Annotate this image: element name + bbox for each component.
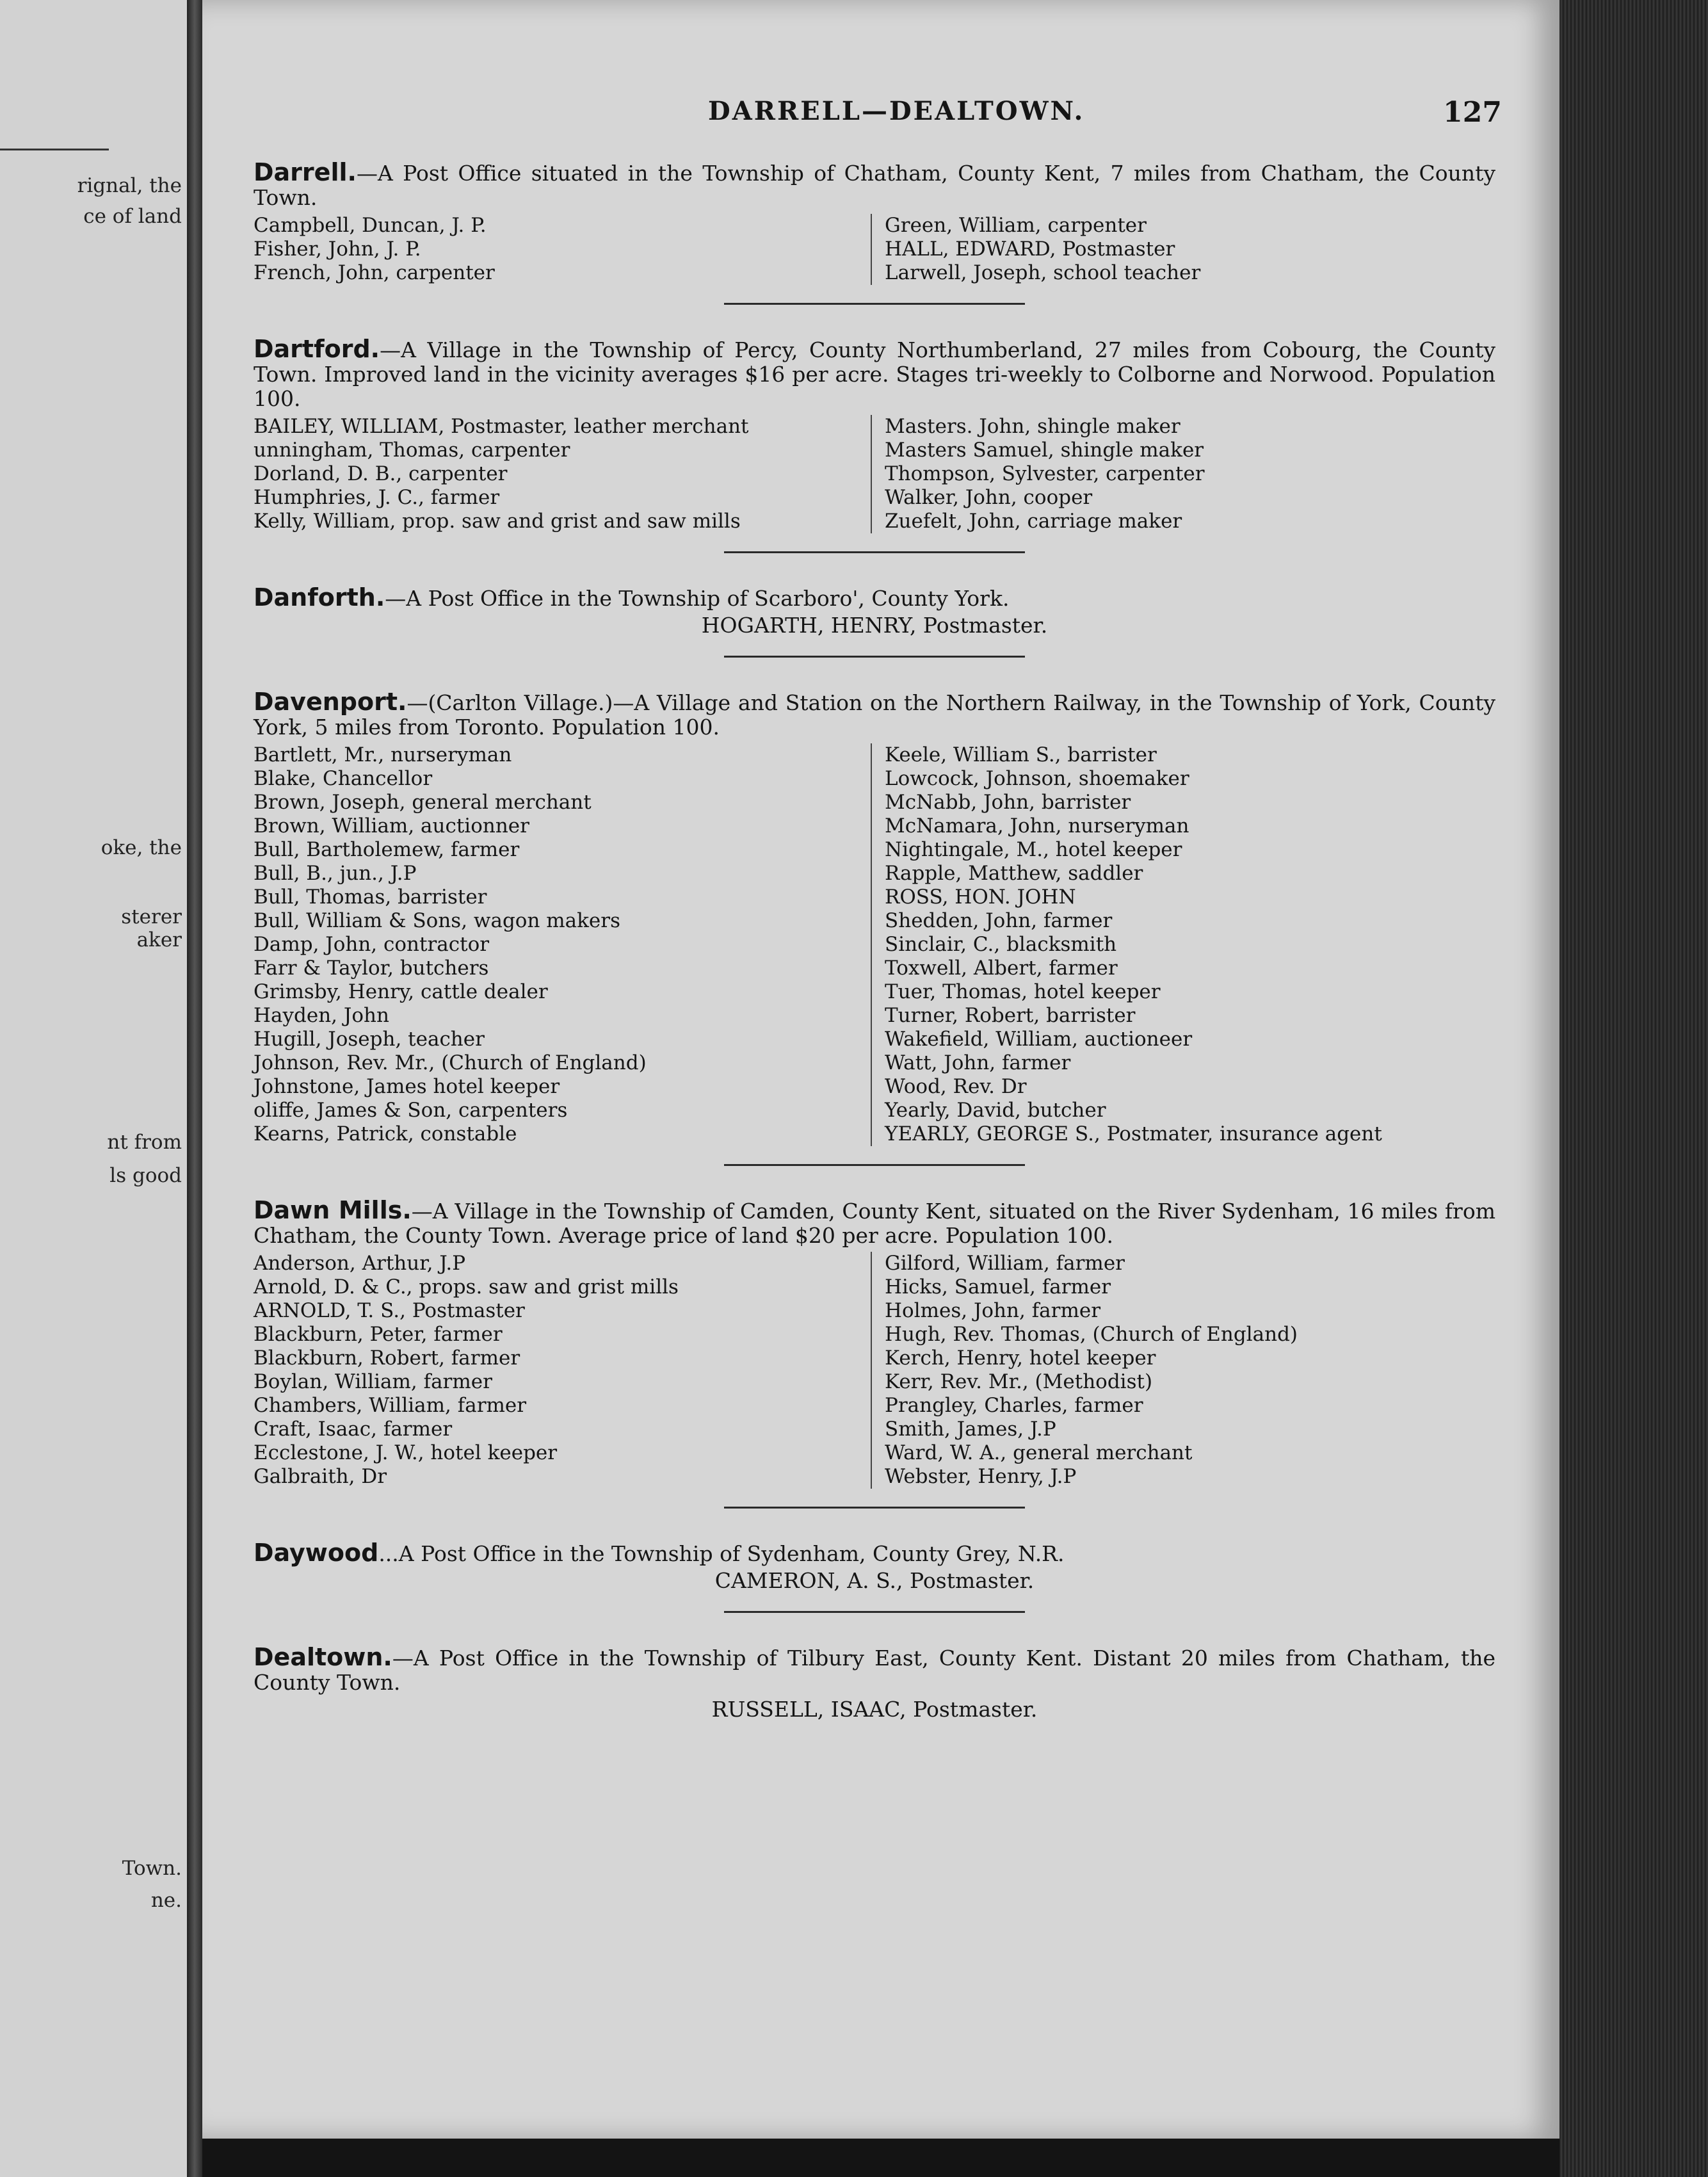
left-fragment: rignal, the	[77, 174, 182, 197]
residents-right-column	[871, 415, 1495, 533]
place-description: —A Post Office situated in the Township of Chatham, County Kent, 7 miles from Chatham, the County Town.	[254, 161, 1495, 210]
resident: Arnold, D. & C., props. saw and grist mills	[254, 1275, 679, 1299]
resident: Anderson, Arthur, J.P	[254, 1252, 466, 1275]
resident: Rapple, Matthew, saddler	[885, 862, 1143, 885]
left-fragment: ce of land	[83, 205, 182, 228]
resident: Bartlett, Mr., nurseryman	[254, 743, 512, 766]
resident: Ward, W. A., general merchant	[885, 1441, 1193, 1464]
resident: Larwell, Joseph, school teacher	[885, 261, 1201, 284]
place-description: —A Village in the Township of Camden, County Kent, situated on the River Sydenham, 16 miles from Chatham, the County Town. Average price of land $20 per acre. Population 100.	[254, 1199, 1495, 1248]
resident: Holmes, John, farmer	[885, 1299, 1101, 1322]
resident: ROSS, HON. JOHN	[885, 886, 1076, 909]
postmaster: HOGARTH, HENRY, Postmaster.	[701, 613, 1048, 638]
resident: Campbell, Duncan, J. P.	[254, 214, 487, 237]
entry-description	[254, 337, 1495, 411]
resident: unningham, Thomas, carpenter	[254, 439, 570, 462]
resident: Boylan, William, farmer	[254, 1370, 492, 1393]
place-name: Dawn Mills.	[254, 1196, 412, 1224]
resident: Blackburn, Peter, farmer	[254, 1323, 503, 1346]
resident: Thompson, Sylvester, carpenter	[885, 462, 1205, 485]
entry-description	[254, 1645, 1495, 1695]
resident: Watt, John, farmer	[885, 1051, 1071, 1074]
left-fragment: ls good	[109, 1164, 182, 1187]
resident: Hayden, John	[254, 1004, 389, 1027]
resident: Gilford, William, farmer	[885, 1252, 1125, 1275]
resident: HALL, EDWARD, Postmaster	[885, 238, 1175, 261]
resident: ARNOLD, T. S., Postmaster	[254, 1299, 525, 1322]
residents-left-column	[254, 1252, 864, 1489]
entry-description	[254, 585, 1495, 611]
entry-dealtown	[254, 1645, 1495, 1722]
resident: Bull, B., jun., J.P	[254, 862, 417, 885]
place-name: Danforth.	[254, 583, 385, 611]
place-description: —A Post Office in the Township of Scarboro', County York.	[385, 586, 1010, 611]
residents-left-column	[254, 415, 864, 533]
resident: Yearly, David, butcher	[885, 1099, 1106, 1122]
section-divider	[724, 1164, 1025, 1166]
resident: Farr & Taylor, butchers	[254, 957, 489, 980]
resident: Blake, Chancellor	[254, 767, 433, 790]
resident: Fisher, John, J. P.	[254, 238, 421, 261]
residents-right-column	[871, 1252, 1495, 1489]
resident: Wakefield, William, auctioneer	[885, 1028, 1193, 1051]
resident: McNamara, John, nurseryman	[885, 814, 1189, 838]
directory-page	[202, 0, 1559, 2139]
entry-description	[254, 690, 1495, 740]
resident: McNabb, John, barrister	[885, 791, 1131, 814]
resident: Humphries, J. C., farmer	[254, 486, 500, 509]
resident: Kelly, William, prop. saw and grist and saw mills	[254, 510, 741, 533]
resident: French, John, carpenter	[254, 261, 495, 284]
entry-dartford	[254, 337, 1495, 533]
resident: Brown, William, auctionner	[254, 814, 529, 838]
residents-left-column	[254, 214, 864, 285]
resident: Prangley, Charles, farmer	[885, 1394, 1143, 1417]
section-divider	[724, 1507, 1025, 1509]
resident: Webster, Henry, J.P	[885, 1465, 1077, 1488]
resident: Kerr, Rev. Mr., (Methodist)	[885, 1370, 1153, 1393]
place-name: Dealtown.	[254, 1643, 392, 1671]
place-description: ...A Post Office in the Township of Sydenham, County Grey, N.R.	[378, 1541, 1065, 1566]
residents-list	[254, 743, 1495, 1146]
left-fragment: ne.	[150, 1889, 182, 1912]
section-divider	[724, 1611, 1025, 1613]
entry-description	[254, 1198, 1495, 1248]
resident: Hugh, Rev. Thomas, (Church of England)	[885, 1323, 1298, 1346]
resident: BAILEY, WILLIAM, Postmaster, leather merchant	[254, 415, 749, 438]
page-header	[202, 96, 1559, 134]
resident: Masters. John, shingle maker	[885, 415, 1180, 438]
place-name: Davenport.	[254, 688, 407, 716]
resident: Kearns, Patrick, constable	[254, 1122, 517, 1145]
resident: Ecclestone, J. W., hotel keeper	[254, 1441, 558, 1464]
resident: YEARLY, GEORGE S., Postmater, insurance agent	[885, 1122, 1382, 1145]
page-number: 127	[1443, 96, 1502, 129]
resident: Galbraith, Dr	[254, 1465, 387, 1488]
resident: Lowcock, Johnson, shoemaker	[885, 767, 1189, 790]
residents-right-column	[871, 743, 1495, 1146]
left-fragment: nt from	[107, 1131, 182, 1154]
resident: Turner, Robert, barrister	[885, 1004, 1136, 1027]
entry-description	[254, 160, 1495, 210]
left-page-fragment	[0, 0, 187, 2177]
resident: Sinclair, C., blacksmith	[885, 933, 1117, 956]
resident: Masters Samuel, shingle maker	[885, 439, 1204, 462]
resident: Keele, William S., barrister	[885, 743, 1157, 766]
resident: Damp, John, contractor	[254, 933, 490, 956]
section-divider	[724, 656, 1025, 658]
resident: Chambers, William, farmer	[254, 1394, 527, 1417]
place-name: Daywood	[254, 1539, 379, 1567]
resident: Hugill, Joseph, teacher	[254, 1028, 485, 1051]
resident: Smith, James, J.P	[885, 1418, 1056, 1441]
place-name: Darrell.	[254, 158, 357, 186]
resident: Nightingale, M., hotel keeper	[885, 838, 1182, 861]
section-divider	[724, 551, 1025, 553]
entry-dawn-mills	[254, 1198, 1495, 1489]
resident: oliffe, James & Son, carpenters	[254, 1099, 568, 1122]
resident: Tuer, Thomas, hotel keeper	[885, 980, 1161, 1003]
place-description: —A Post Office in the Township of Tilbury East, County Kent. Distant 20 miles from Chatham, the County Town.	[254, 1646, 1495, 1695]
postmaster: CAMERON, A. S., Postmaster.	[714, 1568, 1035, 1593]
left-fragment: aker	[136, 928, 182, 951]
resident: Dorland, D. B., carpenter	[254, 462, 508, 485]
resident: Kerch, Henry, hotel keeper	[885, 1347, 1156, 1370]
resident: Zuefelt, John, carriage maker	[885, 510, 1182, 533]
entry-daywood	[254, 1541, 1495, 1593]
resident: Grimsby, Henry, cattle dealer	[254, 980, 548, 1003]
resident: Green, William, carpenter	[885, 214, 1147, 237]
residents-left-column	[254, 743, 864, 1146]
place-description: —A Village in the Township of Percy, County Northumberland, 27 miles from Cobourg, the County Town. Improved land in the vicinity averages $16 per acre. Stages tri-weekly to Colborne and Norwood. Population 100.	[254, 337, 1495, 411]
place-description: —(Carlton Village.)—A Village and Station on the Northern Railway, in the Township of York, County York, 5 miles from Toronto. Population 100.	[254, 690, 1495, 740]
resident: Bull, Bartholemew, farmer	[254, 838, 520, 861]
entry-danforth	[254, 585, 1495, 638]
resident: Shedden, John, farmer	[885, 909, 1113, 932]
residents-list	[254, 415, 1495, 533]
resident: Brown, Joseph, general merchant	[254, 791, 592, 814]
resident: Bull, William & Sons, wagon makers	[254, 909, 621, 932]
resident: Johnson, Rev. Mr., (Church of England)	[254, 1051, 647, 1074]
resident: Craft, Isaac, farmer	[254, 1418, 453, 1441]
entry-darrell	[254, 160, 1495, 285]
running-head: DARRELL—DEALTOWN.	[708, 96, 1085, 126]
left-fragment: sterer	[121, 905, 182, 928]
resident: Johnstone, James hotel keeper	[254, 1075, 560, 1098]
postmaster: RUSSELL, ISAAC, Postmaster.	[711, 1697, 1038, 1722]
residents-right-column	[871, 214, 1495, 285]
left-fragment: oke, the	[101, 836, 182, 859]
resident: Toxwell, Albert, farmer	[885, 957, 1118, 980]
book-gutter	[187, 0, 202, 2177]
resident: Blackburn, Robert, farmer	[254, 1347, 520, 1370]
entry-davenport	[254, 690, 1495, 1146]
resident: Walker, John, cooper	[885, 486, 1093, 509]
resident: Hicks, Samuel, farmer	[885, 1275, 1111, 1299]
section-divider	[724, 303, 1025, 305]
left-fragment: Town.	[122, 1857, 182, 1880]
place-name: Dartford.	[254, 335, 380, 363]
left-page-rule	[0, 149, 109, 150]
resident: Wood, Rev. Dr	[885, 1075, 1027, 1098]
residents-list	[254, 1252, 1495, 1489]
resident: Bull, Thomas, barrister	[254, 886, 487, 909]
directory-entries	[254, 160, 1495, 1722]
residents-list	[254, 214, 1495, 285]
entry-description	[254, 1541, 1495, 1566]
book-page-edges	[1559, 0, 1708, 2177]
